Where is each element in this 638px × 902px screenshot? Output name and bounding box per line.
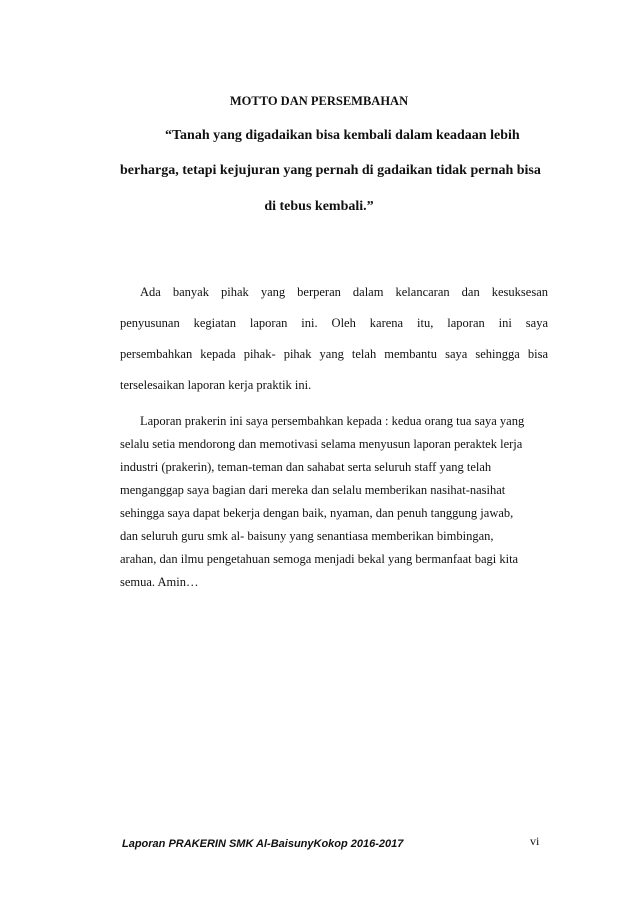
paragraph-line: selalu setia mendorong dan memotivasi selama menyusun laporan peraktek lerja <box>120 437 523 451</box>
page-number: vi <box>530 834 540 848</box>
paragraph-line: sehingga saya dapat bekerja dengan baik, nyaman, dan penuh tanggung jawab, <box>120 506 514 520</box>
paragraph-line: industri (prakerin), teman-teman dan sahabat serta seluruh staff yang telah <box>120 460 492 474</box>
paragraph-line: persembahkan kepada pihak- pihak yang telah membantu saya sehingga bisa <box>120 347 548 361</box>
paragraph-line: dan seluruh guru smk al- baisuny yang senantiasa memberikan bimbingan, <box>120 529 494 543</box>
footer-text: Laporan PRAKERIN SMK Al-BaisunyKokop 2016-2017 <box>122 838 404 850</box>
paragraph-line: penyusunan kegiatan laporan ini. Oleh karena itu, laporan ini saya <box>120 316 548 330</box>
motto-line-1: “Tanah yang digadaikan bisa kembali dalam keadaan lebih <box>165 128 520 143</box>
paragraph-line: arahan, dan ilmu pengetahuan semoga menjadi bekal yang bermanfaat bagi kita <box>120 552 519 566</box>
page-title: MOTTO DAN PERSEMBAHAN <box>229 94 409 108</box>
paragraph-line: Ada banyak pihak yang berperan dalam kelancaran dan kesuksesan <box>140 285 548 299</box>
paragraph-line: terselesaikan laporan kerja praktik ini. <box>120 378 312 392</box>
paragraph-line: semua. Amin… <box>120 575 199 589</box>
paragraph-line: Laporan prakerin ini saya persembahkan kepada : kedua orang tua saya yang <box>140 414 525 428</box>
motto-line-3: di tebus kembali.” <box>264 199 374 214</box>
motto-line-2: berharga, tetapi kejujuran yang pernah di gadaikan tidak pernah bisa <box>120 163 541 178</box>
paragraph-line: menganggap saya bagian dari mereka dan selalu memberikan nasihat-nasihat <box>120 483 506 497</box>
